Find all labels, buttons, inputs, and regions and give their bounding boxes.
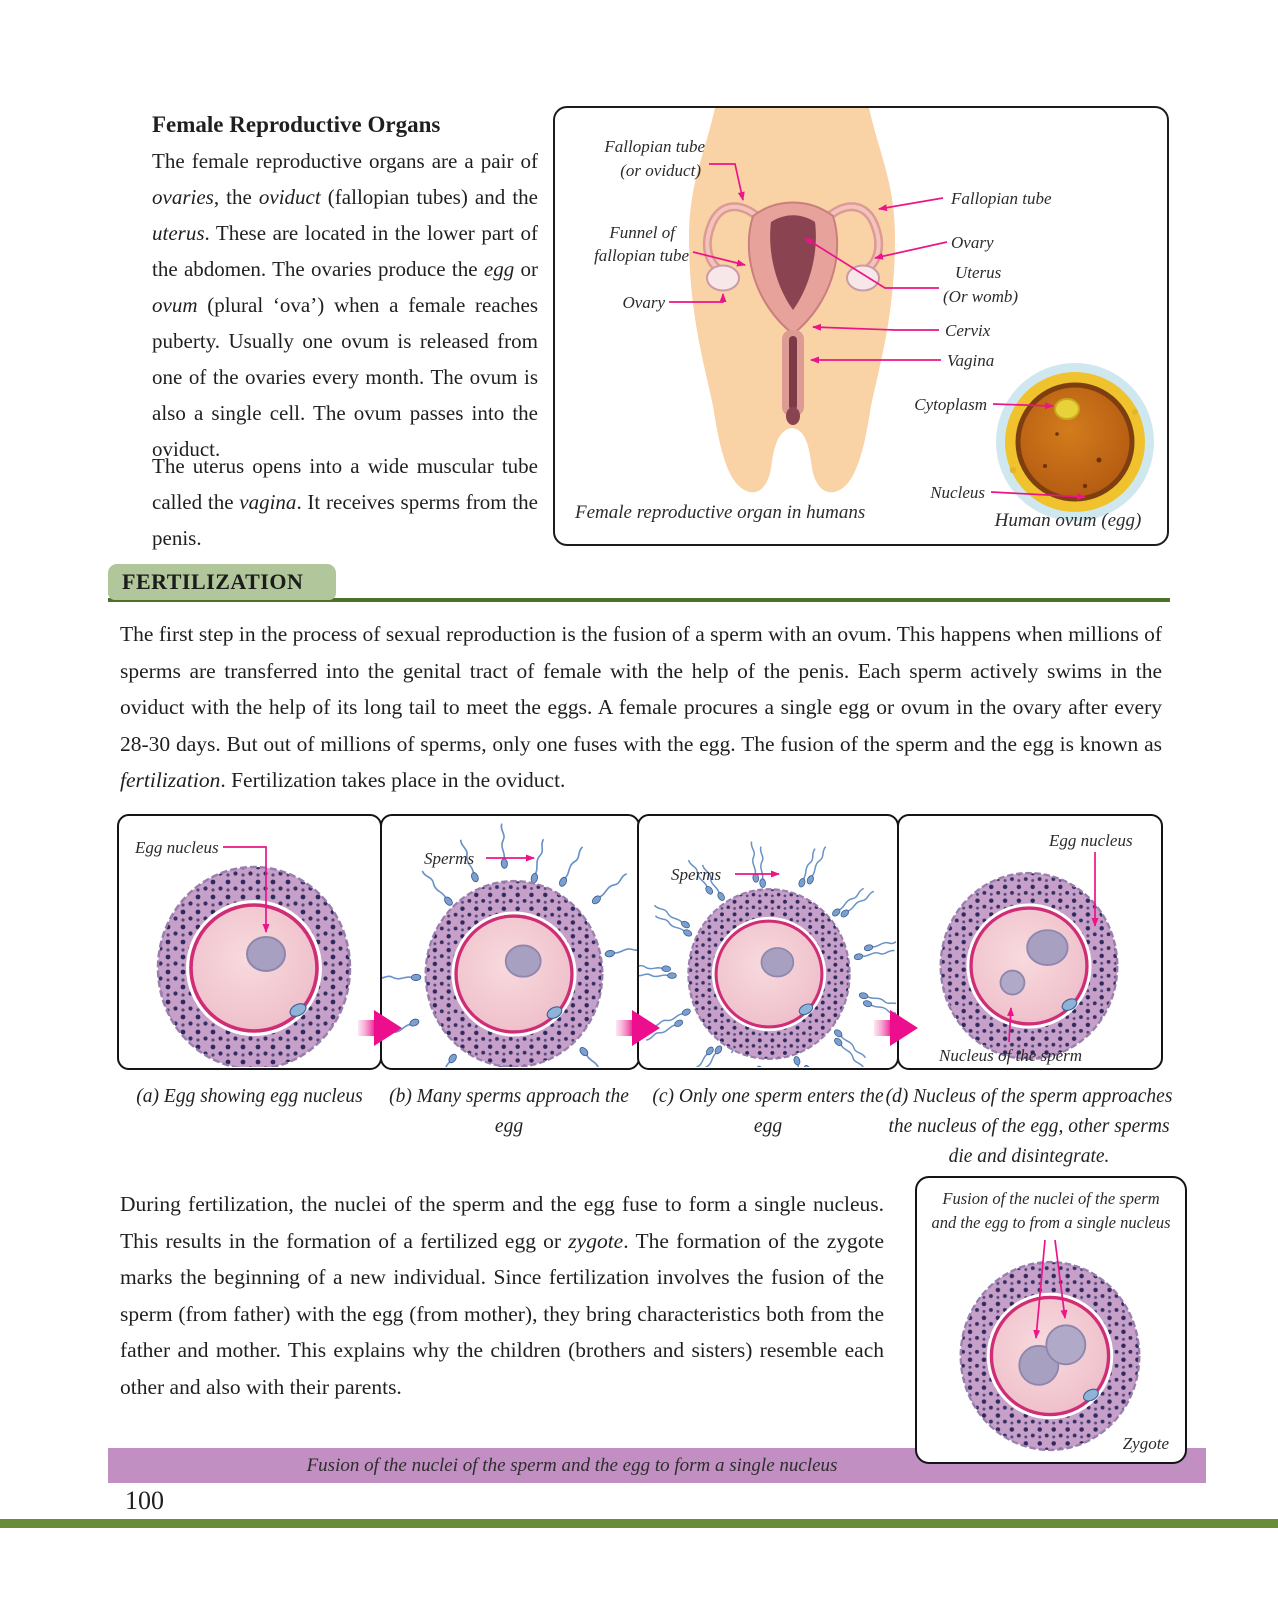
label-cytoplasm: Cytoplasm bbox=[914, 395, 987, 414]
label-ovary-left: Ovary bbox=[622, 293, 665, 312]
conclusion-paragraph: During fertilization, the nuclei of the sperm and the egg fuse to form a single nucleus. This results in the formation of a fertilized egg or zygote. The formation of the zygote marks the beginning of a new individual. Since fertilization involves the fusion of the sperm (from father) with the egg (from mother), they bring characteristics both from the father and mother. This explains why the children (brothers and sisters) resemble each other and also with their parents. bbox=[120, 1192, 884, 1399]
label-egg-nucleus-a: Egg nucleus bbox=[135, 838, 219, 857]
footer-caption: Fusion of the nuclei of the sperm and the egg to form a single nucleus bbox=[306, 1454, 838, 1476]
label-sperm-nucleus-d: Nucleus of the sperm bbox=[938, 1046, 1082, 1065]
label-sperms-b: Sperms bbox=[423, 849, 474, 868]
section-heading-female-reproductive-organs: Female Reproductive Organs bbox=[152, 112, 441, 137]
label-uterus-2: (Or womb) bbox=[943, 287, 1019, 306]
caption-human-ovum: Human ovum (egg) bbox=[994, 510, 1142, 531]
label-uterus-1: Uterus bbox=[955, 263, 1002, 282]
egg-nucleus-shape bbox=[505, 945, 540, 976]
label-vagina: Vagina bbox=[947, 351, 995, 370]
egg-nucleus-shape bbox=[761, 948, 793, 977]
step-arrow-1 bbox=[358, 1003, 404, 1053]
intro-paragraph-2: The uterus opens into a wide muscular tube called the vagina. It receives sperms from the penis. bbox=[152, 454, 538, 550]
label-egg-nucleus-d: Egg nucleus bbox=[1048, 831, 1133, 850]
ovary-left-shape bbox=[707, 266, 739, 291]
step-arrow-3 bbox=[874, 1003, 920, 1053]
sperm-nucleus-shape bbox=[1000, 971, 1024, 995]
caption-female-reproductive-organ: Female reproductive organ in humans bbox=[575, 502, 866, 523]
anatomy-illustration bbox=[555, 108, 1163, 539]
label-funnel-1: Funnel of bbox=[609, 223, 675, 242]
egg-nucleus-shape bbox=[247, 937, 285, 971]
fertilization-paragraph: The first step in the process of sexual reproduction is the fusion of a sperm with an ovum. This happens when millions of sperms are transferred into the genital tract of female with the help of the penis. Each sperm actively swims in the oviduct with the help of its long tail to meet the eggs. A female procures a single egg or ovum in the ovary after every 28-30 days. But out of millions of sperms, only one fuses with the egg. The fusion of the sperm and the egg is known as fertilization. Fertilization takes place in the oviduct. bbox=[120, 622, 1162, 792]
bottom-green-bar bbox=[0, 1519, 1278, 1528]
caption-panel-d: (d) Nucleus of the sperm approaches the nucleus of the egg, other sperms die and disintegrate. bbox=[885, 1086, 1173, 1167]
label-zygote: Zygote bbox=[1122, 1434, 1169, 1453]
figure-panel-d-nuclei-approach bbox=[897, 814, 1163, 1070]
label-ovary-right: Ovary bbox=[951, 233, 994, 252]
label-fallopian-oviduct-2: (or oviduct) bbox=[620, 161, 701, 180]
section-header-fertilization bbox=[108, 564, 336, 600]
label-sperms-c: Sperms bbox=[671, 865, 722, 884]
label-nucleus: Nucleus bbox=[930, 483, 985, 502]
figure-female-reproductive-organ bbox=[553, 106, 1169, 546]
figure-panel-c-one-sperm-enters bbox=[637, 814, 899, 1070]
label-funnel-2: fallopian tube bbox=[594, 246, 689, 265]
caption-panel-b: (b) Many sperms approach the egg bbox=[389, 1086, 629, 1137]
label-fallopian-oviduct-1: Fallopian tube bbox=[604, 137, 705, 156]
intro-paragraph-1: The female reproductive organs are a pair of ovaries, the oviduct (fallopian tubes) and the uterus. These are located in the lower part of the abdomen. The ovaries produce the egg or ovum (plural ‘ova’) when a female reaches puberty. Usually one ovum is released from one of the ovaries every month. The ovum is also a single cell. The ovum passes into the oviduct. bbox=[152, 149, 538, 461]
figure-panel-a-egg bbox=[117, 814, 382, 1070]
figure-zygote bbox=[915, 1176, 1187, 1464]
label-fallopian-right: Fallopian tube bbox=[951, 189, 1052, 208]
ovary-right-shape bbox=[847, 266, 879, 291]
page-number: 100 bbox=[125, 1486, 164, 1515]
step-arrow-2 bbox=[616, 1003, 662, 1053]
caption-panel-a: (a) Egg showing egg nucleus bbox=[136, 1086, 363, 1107]
fused-nucleus-2 bbox=[1046, 1325, 1085, 1364]
caption-panel-c: (c) Only one sperm enters the egg bbox=[652, 1086, 884, 1137]
egg-nucleus-shape bbox=[1027, 930, 1067, 965]
figure-panel-b-sperms-approach bbox=[380, 814, 640, 1070]
zygote-figure-label: Fusion of the nuclei of the sperm and the egg to from a single nucleus bbox=[931, 1189, 1171, 1232]
label-cervix: Cervix bbox=[945, 321, 991, 340]
section-header-label: FERTILIZATION bbox=[122, 569, 304, 594]
